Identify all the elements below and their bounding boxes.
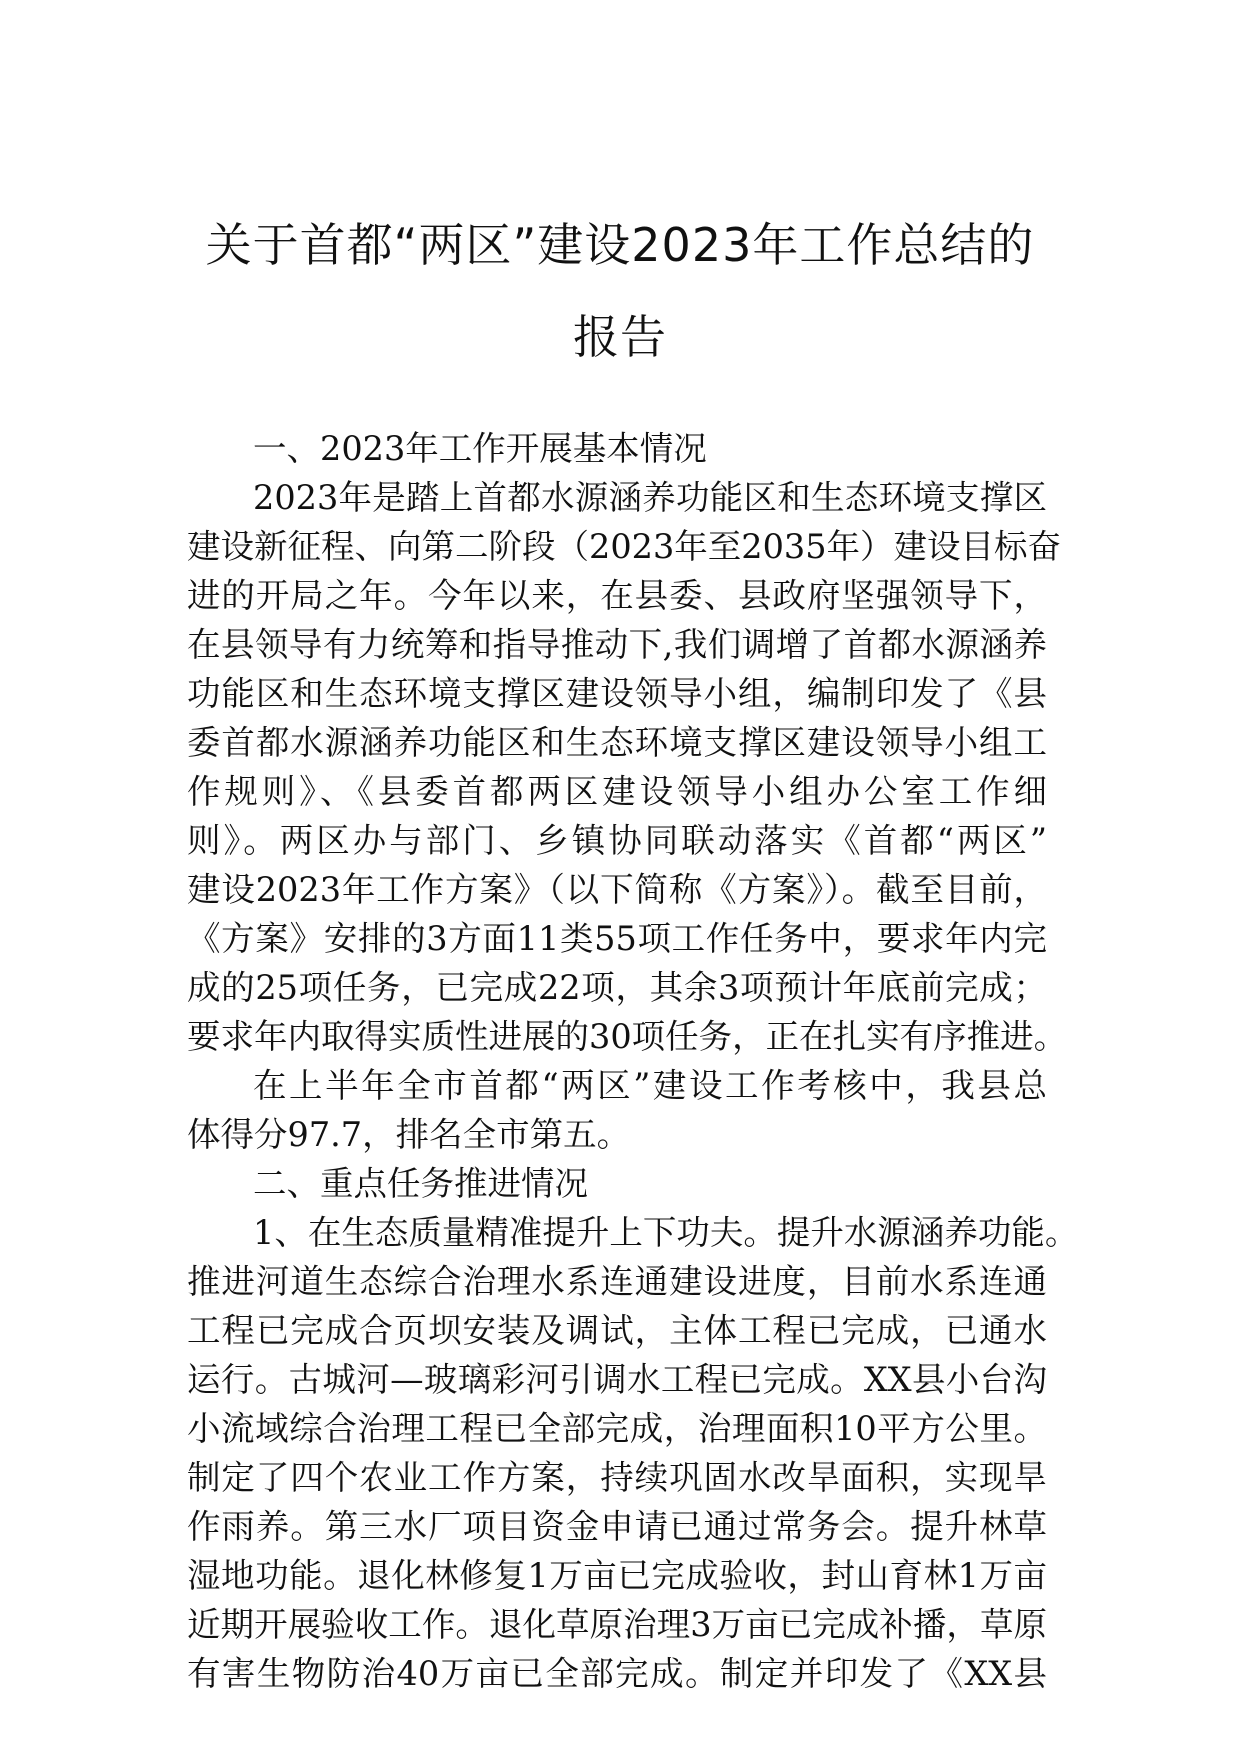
paragraph-line: 成的25项任务，已完成22项，其余3项预计年底前完成； xyxy=(187,968,1047,1007)
paragraph-line: 要求年内取得实质性进展的30项任务，正在扎实有序推进。 xyxy=(187,1017,1068,1056)
paragraph-line: 在县领导有力统筹和指导推动下,我们调增了首都水源涵养 xyxy=(187,625,1047,664)
paragraph-line: 推进河道生态综合治理水系连通建设进度，目前水系连通 xyxy=(187,1262,1047,1301)
paragraph-line: 《方案》安排的3方面11类55项工作任务中，要求年内完 xyxy=(187,919,1047,958)
paragraph-line: 工程已完成合页坝安装及调试，主体工程已完成，已通水 xyxy=(187,1311,1047,1350)
paragraph-line: 近期开展验收工作。退化草原治理3万亩已完成补播，草原 xyxy=(187,1605,1047,1644)
section-heading-1: 一、2023年工作开展基本情况 xyxy=(253,429,707,468)
paragraph-line: 运行。古城河—玻璃彩河引调水工程已完成。XX县小台沟 xyxy=(187,1360,1047,1399)
paragraph-line: 则》。两区办与部门、乡镇协同联动落实《首都“两区” xyxy=(187,821,1047,860)
paragraph-line: 小流域综合治理工程已全部完成，治理面积10平方公里。 xyxy=(187,1409,1047,1448)
paragraph-line: 建设2023年工作方案》（以下简称《方案》）。截至目前， xyxy=(187,870,1047,909)
paragraph-line: 2023年是踏上首都水源涵养功能区和生态环境支撑区 xyxy=(253,478,1047,517)
section-heading-2: 二、重点任务推进情况 xyxy=(253,1164,588,1203)
paragraph-line: 湿地功能。退化林修复1万亩已完成验收，封山育林1万亩 xyxy=(187,1556,1047,1595)
paragraph-line: 进的开局之年。今年以来，在县委、县政府坚强领导下， xyxy=(187,576,1047,615)
paragraph-line: 作规则》、《县委首都两区建设领导小组办公室工作细 xyxy=(187,772,1047,811)
paragraph-line: 委首都水源涵养功能区和生态环境支撑区建设领导小组工 xyxy=(187,723,1047,762)
paragraph-line: 体得分97.7，排名全市第五。 xyxy=(187,1115,631,1154)
document-body xyxy=(187,424,1079,1698)
paragraph-line: 1、在生态质量精准提升上下功夫。提升水源涵养功能。 xyxy=(253,1213,1079,1252)
paragraph-line: 建设新征程、向第二阶段（2023年至2035年）建设目标奋 xyxy=(187,527,1062,566)
paragraph-line: 有害生物防治40万亩已全部完成。制定并印发了《XX县 xyxy=(187,1654,1047,1693)
paragraph-line: 制定了四个农业工作方案，持续巩固水改旱面积，实现旱 xyxy=(187,1458,1047,1497)
paragraph-line: 在上半年全市首都“两区”建设工作考核中，我县总 xyxy=(253,1066,1047,1105)
paragraph-line: 作雨养。第三水厂项目资金申请已通过常务会。提升林草 xyxy=(187,1507,1047,1546)
paragraph-line: 功能区和生态环境支撑区建设领导小组，编制印发了《县 xyxy=(187,674,1047,713)
document-title-line-1: 关于首都“两区”建设2023年工作总结的 xyxy=(205,218,1035,272)
document-title-line-2: 报告 xyxy=(573,310,667,364)
